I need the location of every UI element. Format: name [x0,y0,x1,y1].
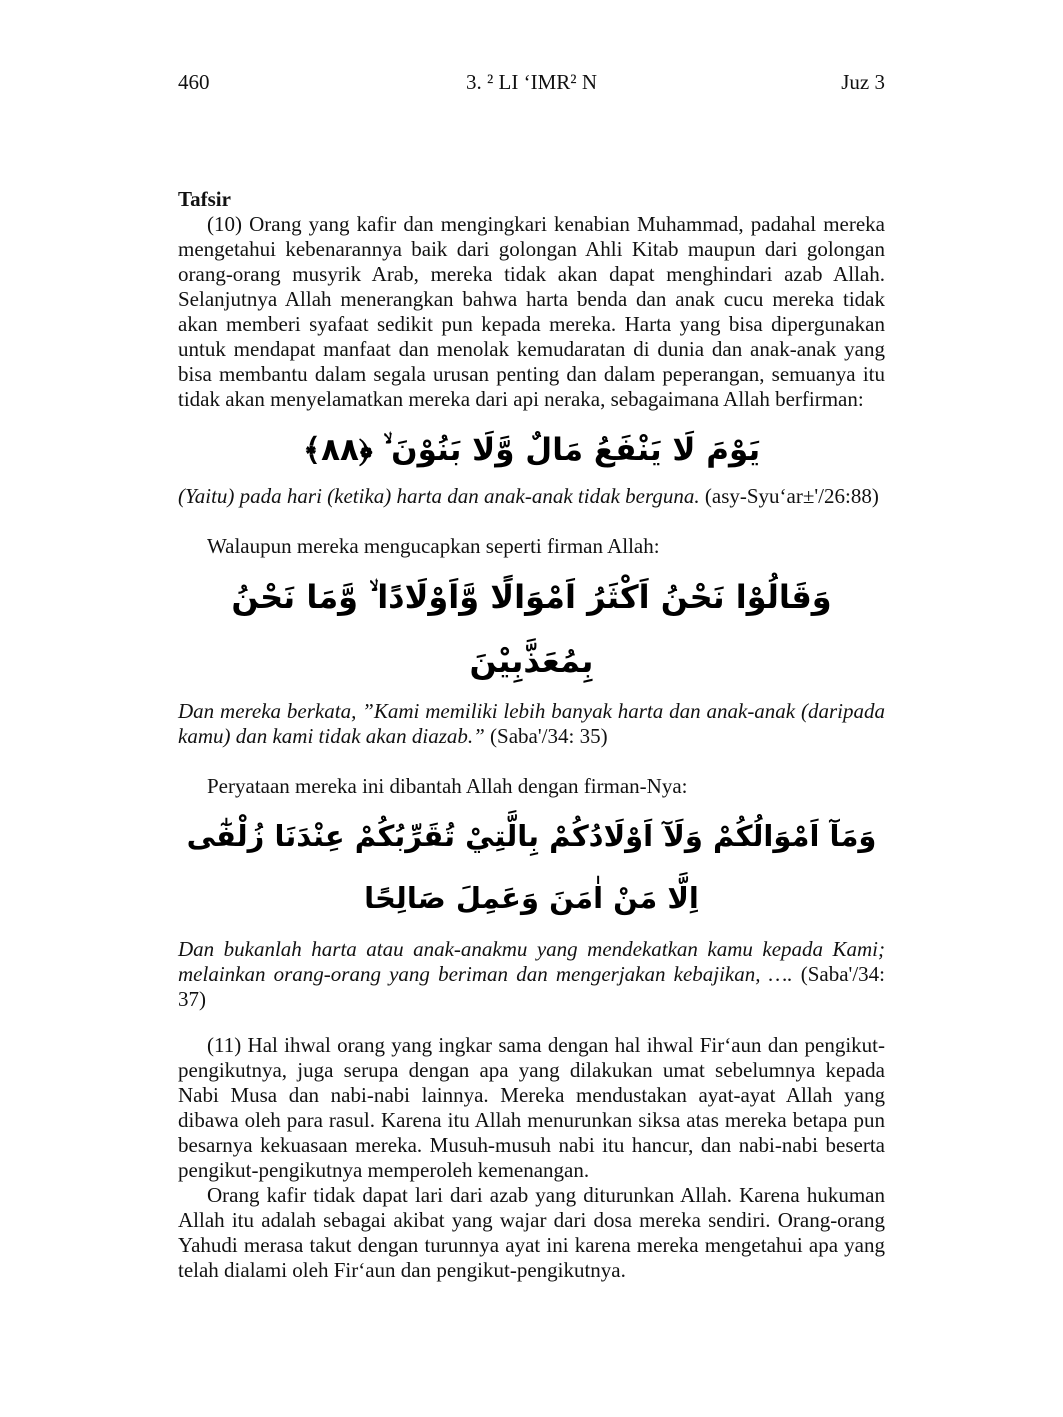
verse-34-35-reference: (Saba'/34: 35) [484,724,608,748]
spacer [178,509,885,534]
verse-34-37-translation-text: Dan bukanlah harta atau anak-anakmu yang mendekatkan kamu kepada Kami; melainkan orang-orang yang beriman dan mengerjakan kebajikan, …. [178,937,885,986]
verse-34-37-reference: (Saba'/34: 37) [178,962,885,1011]
intro-verse-34-37: Peryataan mereka ini dibantah Allah dengan firman-Nya: [207,774,688,798]
section-title: Tafsir [178,187,231,211]
spacer [178,749,885,774]
page-content [178,186,885,1283]
arabic-verse-26-88: يَوْمَ لَا يَنْفَعُ مَالٌ وَّلَا بَنُوْنَ ۙ ﴿٨٨﴾ [302,432,761,468]
intro-verse-34-35: Walaupun mereka mengucapkan seperti firman Allah: [207,534,660,558]
verse-34-35-translation [178,699,885,749]
surah-title: 3. ² LI ‘IMR² N [466,70,597,94]
verse-34-37-translation [178,937,885,1012]
paragraph-10: (10) Orang yang kafir dan mengingkari kenabian Muhammad, padahal mereka mengetahui kebenarannya baik dari golongan Ahli Kitab maupun dari golongan orang-orang musyrik Arab, mereka tidak akan dapat menghindari azab Allah. Selanjutnya Allah menerangkan bahwa harta benda dan anak cucu mereka tidak akan memberi syafaat sedikit pun kepada mereka. Harta yang bisa dipergunakan untuk mendapat manfaat dan menolak kemudaratan di dunia dan anak-anak yang bisa membantu dalam segala urusan penting dan dalam peperangan, semuanya itu tidak akan menyelamatkan mereka dari api neraka, sebagaimana Allah berfirman: [178,212,885,411]
verse-26-88-reference: (asy-Syu‘ar±'/26:88) [699,484,879,508]
arabic-verse-34-35: وَقَالُوْا نَحْنُ اَكْثَرُ اَمْوَالًا وَّاَوْلَادًا ۙ وَّمَا نَحْنُ بِمُعَذَّبِيْنَ [231,578,832,680]
paragraph-11-continued: Orang kafir tidak dapat lari dari azab yang diturunkan Allah. Karena hukuman Allah itu adalah sebagai akibat yang wajar dari dosa mereka sendiri. Orang-orang Yahudi merasa takut dengan turunnya ayat ini karena mereka mengetahui apa yang telah dialami oleh Fir‘aun dan pengikut-pengikutnya. [178,1183,885,1282]
spacer [178,1012,885,1033]
running-header [178,70,885,100]
paragraph-11: (11) Hal ihwal orang yang ingkar sama dengan hal ihwal Fir‘aun dan pengikut-pengikutnya, juga serupa dengan apa yang dilakukan umat sebelumnya kepada Nabi Musa dan nabi-nabi lainnya. Mereka mendustakan ayat-ayat Allah yang dibawa oleh para rasul. Karena itu Allah menurunkan siksa atas mereka betapa pun besarnya kekuasaan mereka. Musuh-musuh nabi itu hancur, dan nabi-nabi beserta pengikut-pengikutnya memperoleh kemenangan. [178,1033,885,1182]
arabic-verse-34-37: وَمَآ اَمْوَالُكُمْ وَلَآ اَوْلَادُكُمْ بِالَّتِيْ تُقَرِّبُكُمْ عِنْدَنَا زُلْفٰٓى اِلَّا مَنْ اٰمَنَ وَعَمِلَ صَالِحًا [186,819,877,915]
juz-label: Juz 3 [841,70,885,94]
page-number: 460 [178,70,210,94]
verse-26-88-translation [178,484,885,509]
verse-34-35-translation-text: Dan mereka berkata, ”Kami memiliki lebih banyak harta dan anak-anak (daripada kamu) dan kami tidak akan diazab.” [178,699,885,748]
verse-26-88-translation-text: (Yaitu) pada hari (ketika) harta dan anak-anak tidak berguna. [178,484,700,508]
